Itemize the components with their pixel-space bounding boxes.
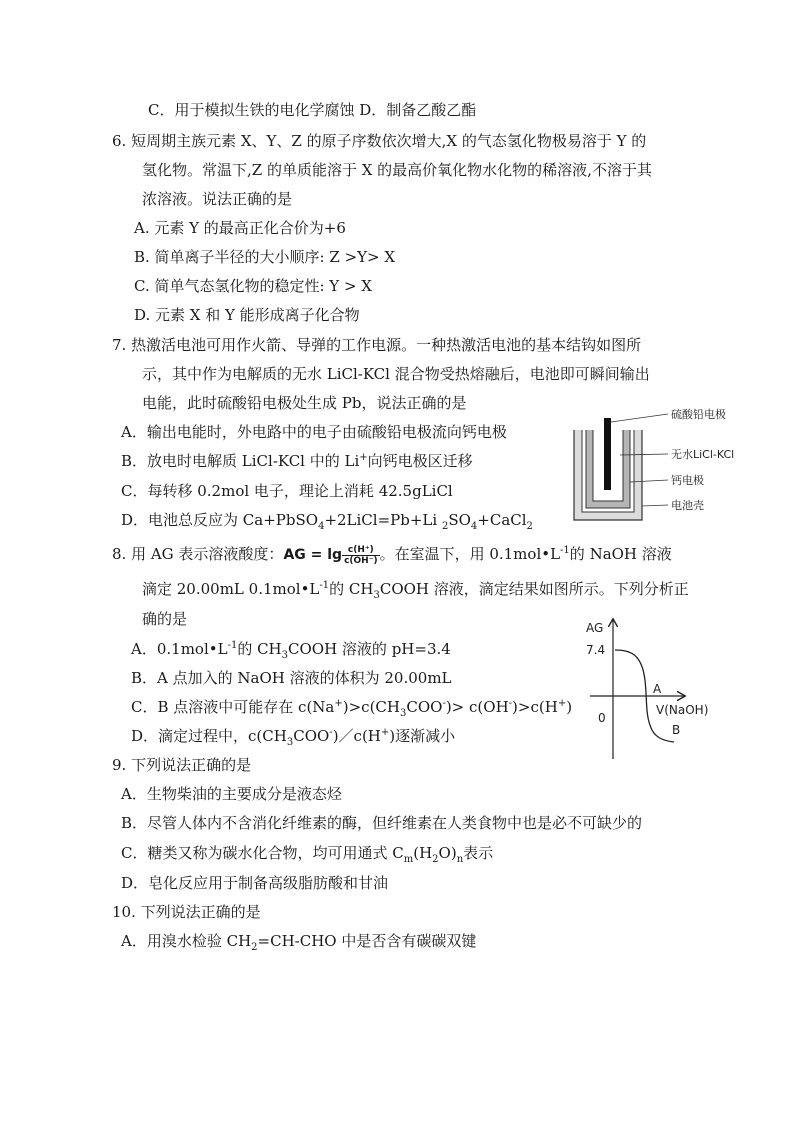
q9-option-c: C．糖类又称为碳水化合物，均可用通式 $C_m(H_2O)_n$表示 (121, 844, 494, 865)
q8-option-d: D．滴定过程中，$c(CH_3COO^-)/c(H^+)$逐渐减小 (131, 727, 456, 748)
q8-stem-line2: 滴定 20.00mL $0.1mol•L^{-1}$的 $CH_3COOH$ 溶液，滴定结果如图所示。下列分析正 (142, 580, 689, 601)
q8-option-b: B．A 点加入的 NaOH 溶液的体积为 20.00mL (131, 669, 452, 687)
q6-option-a: A. 元素 Y 的最高正化合价为+6 (134, 219, 346, 237)
q7-stem-line3: 电能，此时硫酸铅电极处生成 Pb，说法正确的是 (142, 394, 467, 412)
label-electrolyte: 无水LiCl-KCl (671, 448, 735, 461)
q9-stem: 9. 下列说法正确的是 (112, 756, 252, 774)
q9-option-a: A．生物柴油的主要成分是液态烃 (121, 785, 342, 803)
q6-stem-line3: 浓溶液。说法正确的是 (142, 190, 293, 208)
q6-option-c: C. 简单气态氢化物的稳定性: Y > X (134, 277, 372, 295)
q7-option-b: B．放电时电解质 LiCl-KCl 中的 Li+向钙电极区迁移 (121, 452, 473, 470)
y-axis-label: AG (586, 621, 604, 635)
q7-option-d: D．电池总反应为 Ca+PbSO$_4$+2LiCl=Pb+Li $_2SO_4+CaCl_2$ (121, 511, 533, 532)
q10-option-a: A．用溴水检验 $CH_2=CH$-CHO 中是否含有碳碳双键 (121, 932, 477, 953)
label-calcium-electrode: 钙电极 (671, 474, 704, 487)
x-axis-label: V(NaOH) (656, 703, 709, 717)
q8-option-c: C．B 点溶液中可能存在 $c(Na^+)>c(CH_3COO^-)> c(OH^-)>c(H^+)$ (131, 698, 573, 719)
q5-options-cd: C．用于模拟生铁的电化学腐蚀 D．制备乙酸乙酯 (148, 101, 477, 119)
q9-option-b: B．尽管人体内不含消化纤维素的酶，但纤维素在人类食物中也是必不可缺少的 (121, 814, 643, 832)
q7-option-a: A．输出电能时，外电路中的电子由硫酸铅电极流向钙电极 (121, 423, 507, 441)
pbso4-electrode (604, 418, 611, 490)
point-a-label: A (653, 682, 662, 696)
q6-option-d: D. 元素 X 和 Y 能形成离子化合物 (134, 306, 360, 324)
y-tick-label: 7.4 (586, 643, 606, 657)
q8-stem-line1: 8. 用 AG 表示溶液酸度：AG = lg $\frac{c(H^+)}{c(OH^-)}$ 。在室温下，用 $0.1mol•L^{-1}$的 NaOH 溶液 (112, 544, 672, 566)
q7-option-c: C．每转移 0.2mol 电子，理论上消耗 42.5gLiCl (121, 482, 453, 500)
q9-option-d: D．皂化反应用于制备高级脂肪酸和甘油 (121, 874, 389, 892)
battery-diagram (568, 400, 768, 525)
label-pbso4-electrode: 硫酸铅电极 (671, 408, 726, 421)
q6-stem-line2: 氢化物。常温下,Z 的单质能溶于 X 的最高价氧化物水化物的稀溶液,不溶于其 (142, 161, 652, 179)
ag-formula: AG = lg $\frac{c(H^+)}{c(OH^-)}$ (283, 544, 378, 566)
titration-chart (582, 614, 732, 764)
q10-stem: 10. 下列说法正确的是 (112, 903, 261, 921)
q6-stem-line1: 6. 短周期主族元素 X、Y、Z 的原子序数依次增大,X 的气态氢化物极易溶于 Y 的 (112, 132, 647, 150)
q6-option-b: B. 简单离子半径的大小顺序: Z >Y> X (134, 248, 396, 266)
q7-stem-line1: 7. 热激活电池可用作火箭、导弹的工作电源。一种热激活电池的基本结钩如图所 (112, 336, 642, 354)
point-b-label: B (672, 723, 681, 737)
label-battery-shell: 电池壳 (671, 499, 704, 512)
q8-stem-line3: 确的是 (142, 610, 188, 628)
origin-label: 0 (598, 711, 606, 725)
q7-stem-line2: 示，其中作为电解质的无水 LiCl-KCl 混合物受热熔融后，电池即可瞬间输出 (142, 365, 650, 383)
q8-option-a: A．$0.1mol•L^{-1}$的 $CH_3COOH$ 溶液的 pH=3.4 (131, 640, 451, 661)
